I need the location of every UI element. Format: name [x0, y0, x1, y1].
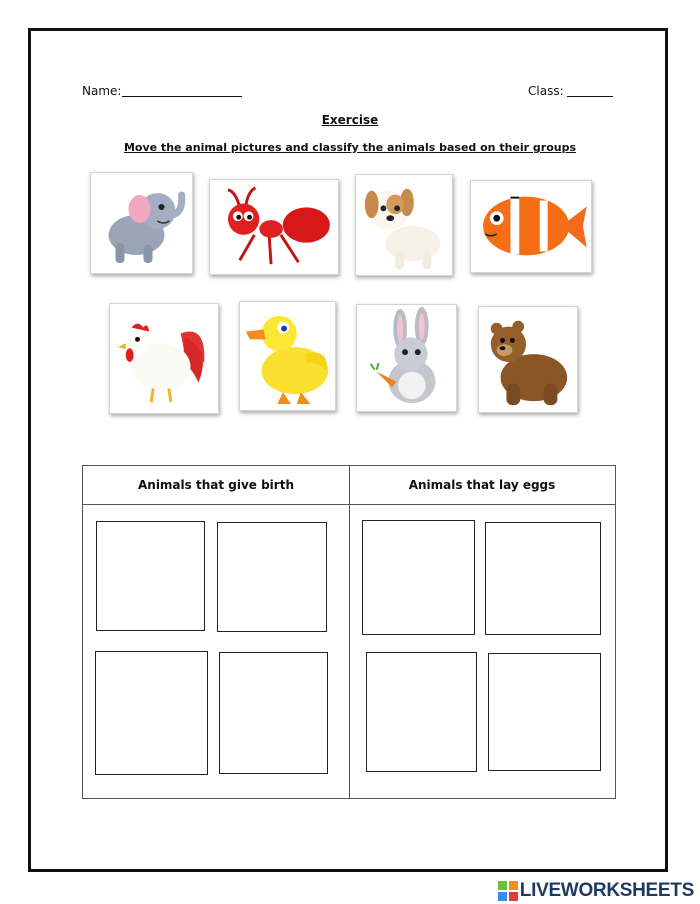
drop-zone-lay-eggs-4[interactable] [488, 653, 601, 771]
animal-card-elephant[interactable] [90, 172, 193, 274]
fish-icon [471, 181, 591, 272]
drop-zone-give-birth-1[interactable] [96, 521, 205, 631]
exercise-heading: Exercise [321, 113, 379, 127]
drop-zone-give-birth-2[interactable] [217, 522, 327, 632]
animal-card-bear[interactable] [478, 306, 578, 413]
drop-zone-lay-eggs-1[interactable] [362, 520, 475, 635]
instruction-text: Move the animal pictures and classify the animals based on their groups [123, 141, 577, 154]
class-field-line[interactable] [567, 96, 613, 97]
drop-zone-give-birth-3[interactable] [95, 651, 208, 775]
logo-text: LIVEWORKSHEETS [519, 880, 694, 901]
bear-icon [479, 307, 577, 412]
header-divider [83, 504, 615, 505]
column-header-give-birth: Animals that give birth [137, 478, 294, 492]
animal-card-rabbit[interactable] [356, 304, 457, 412]
liveworksheets-logo [498, 880, 694, 902]
column-divider [349, 466, 350, 798]
liveworksheets-logo-icon [498, 881, 518, 901]
column-header-lay-eggs: Animals that lay eggs [408, 478, 556, 492]
animal-card-duck[interactable] [239, 301, 336, 411]
drop-zone-give-birth-4[interactable] [219, 652, 328, 774]
duck-icon [240, 302, 335, 410]
class-label: Class: [528, 84, 564, 98]
drop-zone-lay-eggs-2[interactable] [485, 522, 601, 635]
ant-icon [210, 180, 338, 274]
elephant-icon [91, 173, 192, 273]
animal-card-ant[interactable] [209, 179, 339, 275]
animal-card-clownfish[interactable] [470, 180, 592, 273]
name-field-line[interactable] [122, 96, 242, 97]
animal-card-dog[interactable] [355, 174, 453, 276]
animal-card-rooster[interactable] [109, 303, 219, 414]
rabbit-icon [357, 305, 456, 411]
drop-zone-lay-eggs-3[interactable] [366, 652, 477, 772]
name-label: Name: [82, 84, 122, 98]
rooster-icon [110, 304, 218, 413]
dog-icon [356, 175, 452, 275]
